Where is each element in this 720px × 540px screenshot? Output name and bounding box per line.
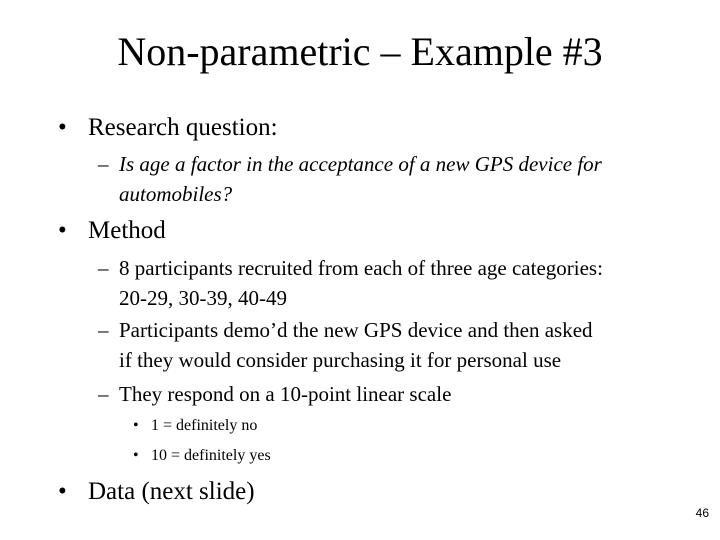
bullet-method: Method: [88, 217, 166, 244]
method-sub1-line-1: 8 participants recruited from each of three age categories:: [119, 256, 603, 280]
research-question-line-2: automobiles?: [119, 182, 233, 206]
method-sub2-line-2: if they would consider purchasing it for personal use: [119, 348, 562, 372]
bullet-marker: •: [58, 478, 67, 505]
dash-marker: –: [98, 256, 109, 280]
method-sub2-line-1: Participants demo’d the new GPS device and then asked: [119, 318, 593, 342]
page-number: 46: [695, 506, 709, 520]
slide-title: Non-parametric – Example #3: [117, 29, 603, 74]
bullet-data: Data (next slide): [88, 478, 255, 505]
sub-bullet-marker: •: [133, 447, 139, 464]
sub-bullet-marker: •: [133, 417, 139, 434]
dash-marker: –: [98, 152, 109, 176]
method-sub1-line-2: 20-29, 30-39, 40-49: [119, 286, 287, 310]
scale-item: 10 = definitely yes: [151, 447, 271, 464]
bullet-research-question: Research question:: [88, 114, 278, 141]
research-question-line-1: Is age a factor in the acceptance of a new GPS device for: [119, 152, 602, 176]
scale-item: 1 = definitely no: [151, 417, 258, 434]
dash-marker: –: [98, 382, 109, 406]
bullet-marker: •: [58, 114, 67, 141]
dash-marker: –: [98, 318, 109, 342]
method-sub3-line-1: They respond on a 10-point linear scale: [119, 382, 452, 406]
bullet-marker: •: [58, 217, 67, 244]
